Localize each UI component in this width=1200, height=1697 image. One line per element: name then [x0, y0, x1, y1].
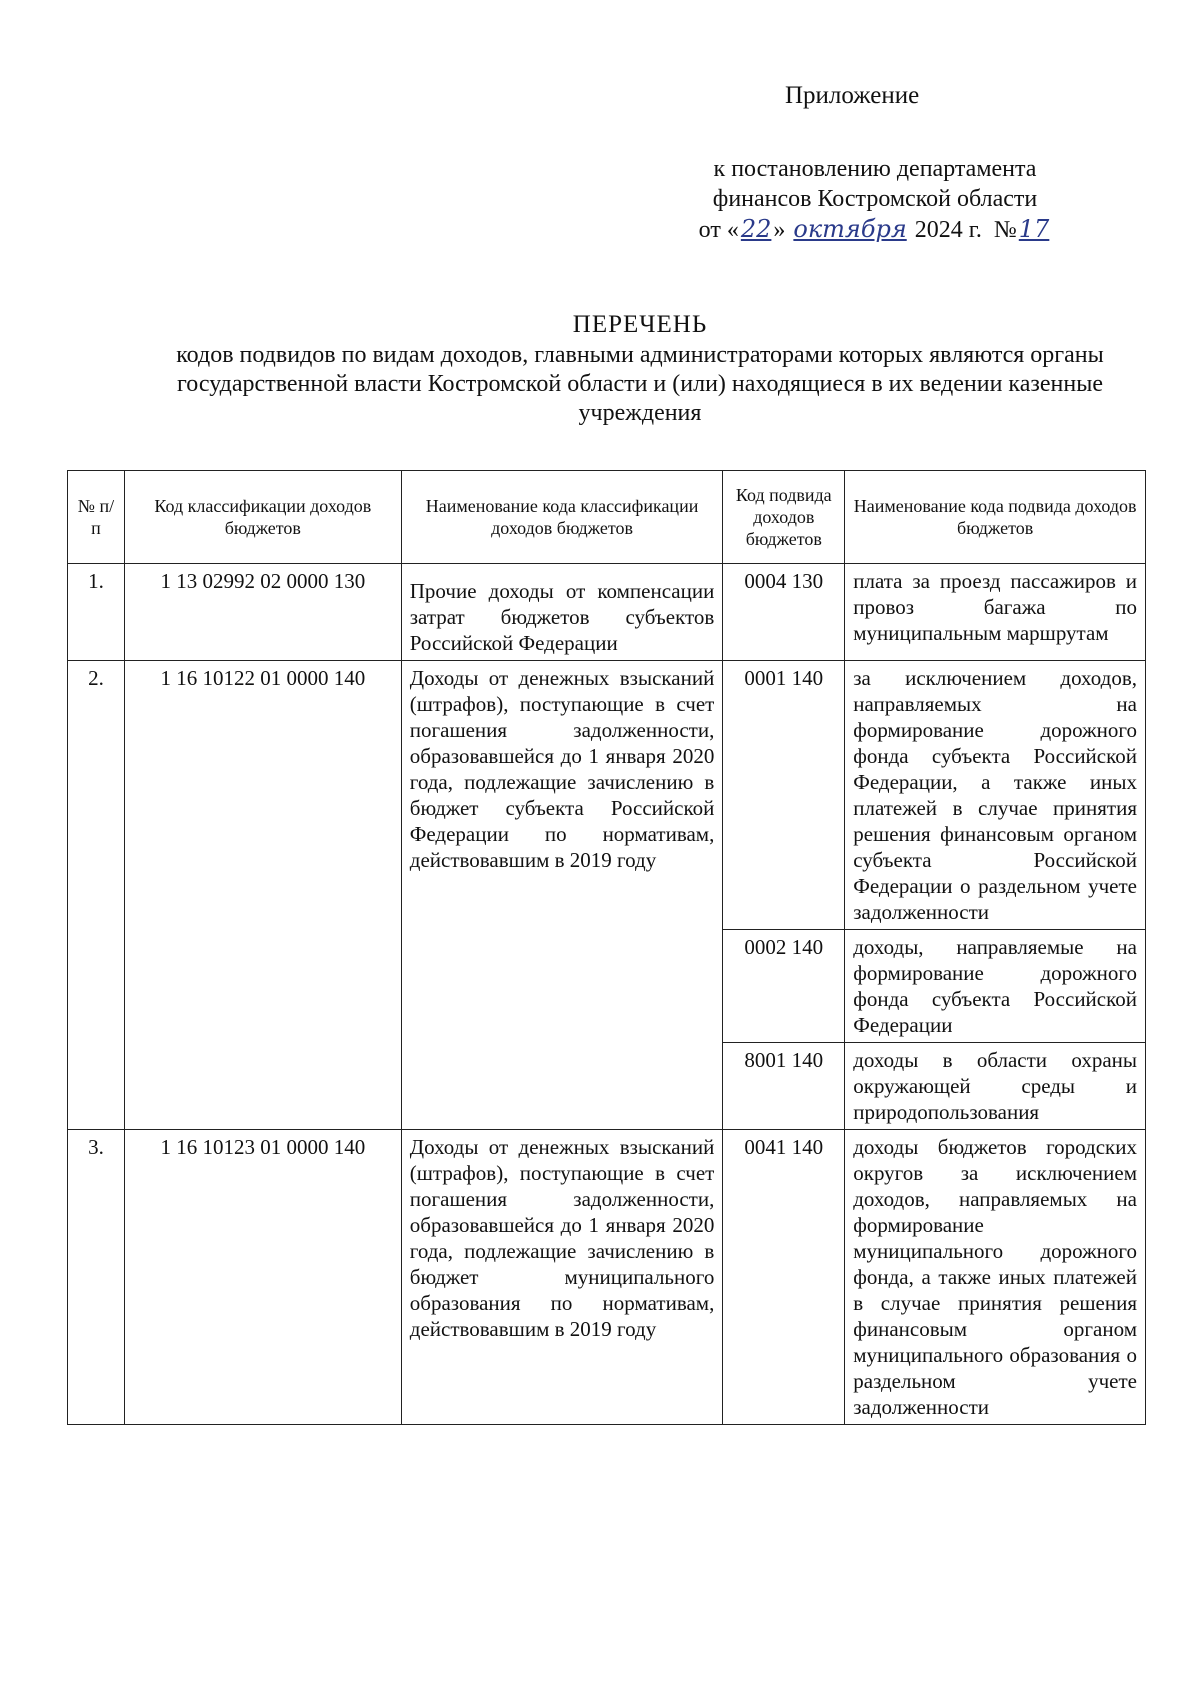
table-header-row [68, 471, 1146, 564]
row-subcode: 0001 140 [723, 661, 845, 930]
header-code-name: Наименование кода классификации доходов бюджетов [401, 471, 723, 564]
date-day-suffix: » [773, 217, 786, 243]
row-num: 1. [68, 564, 125, 661]
header-subcode-name: Наименование кода подвида доходов бюджетов [845, 471, 1146, 564]
handwritten-day: 22 [740, 215, 772, 243]
row-subcode: 0041 140 [723, 1130, 845, 1425]
date-year: 2024 г. [914, 217, 982, 243]
handwritten-month: октября [793, 215, 907, 243]
date-prefix: от « [698, 217, 739, 243]
number-label: № [993, 217, 1017, 243]
row-subcode: 8001 140 [723, 1043, 845, 1130]
row-code: 1 16 10122 01 0000 140 [124, 661, 401, 1130]
row-subcode: 0004 130 [723, 564, 845, 661]
table-row [68, 1130, 1146, 1425]
document-subtitle: кодов подвидов по видам доходов, главными администраторами которых являются органы государственной власти Костромской области и (или) находящиеся в их ведении казенные учреждения [176, 342, 1104, 426]
handwritten-number: 17 [1018, 215, 1050, 243]
table-row [68, 661, 1146, 930]
row-subcode-name: доходы бюджетов городских округов за исключением доходов, направляемых на формирование муниципального дорожного фонда, а также иных платежей в случае принятия решения финансовым органом муниципального образования о раздельном учете задолженности [845, 1130, 1146, 1425]
document-title-block [150, 310, 1130, 428]
row-code-name: Прочие доходы от компенсации затрат бюджетов субъектов Российской Федерации [401, 564, 723, 661]
row-code: 1 16 10123 01 0000 140 [124, 1130, 401, 1425]
row-subcode: 0002 140 [723, 930, 845, 1043]
appendix-line-1: к постановлению департамента [713, 156, 1037, 182]
income-codes-table [67, 470, 1146, 1425]
header-num: № п/п [68, 471, 125, 564]
row-subcode-name: доходы в области охраны окружающей среды и природопользования [845, 1043, 1146, 1130]
row-subcode-name: доходы, направляемые на формирование дорожного фонда субъекта Российской Федерации [845, 930, 1146, 1043]
row-code-name: Доходы от денежных взысканий (штрафов), поступающие в счет погашения задолженности, образовавшейся до 1 января 2020 года, подлежащие зачислению в бюджет муниципального образования по нормативам, действовавшим в 2019 году [401, 1130, 723, 1425]
row-num: 3. [68, 1130, 125, 1425]
appendix-reference [665, 154, 1085, 245]
appendix-line-2: финансов Костромской области [712, 186, 1038, 212]
row-code-name: Доходы от денежных взысканий (штрафов), поступающие в счет погашения задолженности, образовавшейся до 1 января 2020 года, подлежащие зачислению в бюджет субъекта Российской Федерации по нормативам, действовавшим в 2019 году [401, 661, 723, 1130]
header-subcode: Код подвида доходов бюджетов [723, 471, 845, 564]
appendix-title: Приложение [785, 82, 920, 109]
row-subcode-name: за исключением доходов, направляемых на формирование дорожного фонда субъекта Российской Федерации, а также иных платежей в случае принятия решения финансовым органом субъекта Российской Федерации о раздельном учете задолженности [845, 661, 1146, 930]
row-num: 2. [68, 661, 125, 1130]
row-subcode-name: плата за проезд пассажиров и провоз багажа по муниципальным маршрутам [845, 564, 1146, 661]
document-heading: ПЕРЕЧЕНЬ [572, 311, 708, 338]
appendix-date-line [665, 214, 1085, 245]
header-code: Код классификации доходов бюджетов [124, 471, 401, 564]
table-row [68, 564, 1146, 661]
row-code: 1 13 02992 02 0000 130 [124, 564, 401, 661]
